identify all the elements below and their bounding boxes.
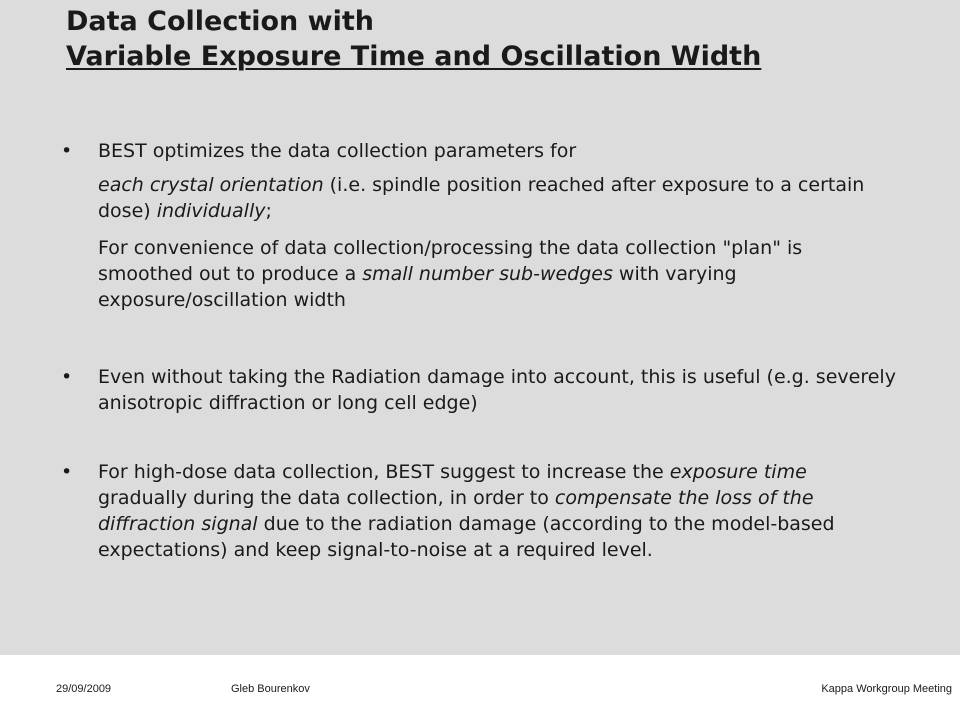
paragraph-2-text-a: (i.e. spindle position reached after exposure to a certain dose) xyxy=(98,174,865,222)
footer-author: Gleb Bourenkov xyxy=(231,683,310,695)
footer-event: Kappa Workgroup Meeting xyxy=(821,683,952,695)
paragraph-3-text-a: For convenience of data collection/processing the data collection "plan" is smoothed out to produce a xyxy=(98,237,803,285)
emphasis-exposure-time: exposure time xyxy=(669,461,807,483)
bullet-3-text-c: due to the radiation damage (according to the model-based expectations) and keep signal-to-noise at a required level. xyxy=(98,513,835,561)
emphasis-small-number-sub-wedges: small number sub-wedges xyxy=(362,263,613,285)
title-line-2: Variable Exposure Time and Oscillation Width xyxy=(66,41,762,72)
bullet-marker-1: • xyxy=(61,140,73,162)
bullet-marker-2: • xyxy=(61,366,73,388)
title-line-1: Data Collection with xyxy=(66,6,375,37)
footer-date: 29/09/2009 xyxy=(56,683,112,695)
emphasis-individually: individually xyxy=(156,200,266,222)
bullet-1-text: BEST optimizes the data collection parameters for xyxy=(98,140,577,162)
slide-title xyxy=(66,4,946,74)
bullet-1-paragraph-3 xyxy=(98,235,898,313)
bullet-2-text: Even without taking the Radiation damage into account, this is useful (e.g. severely anisotropic diffraction or long cell edge) xyxy=(98,366,896,414)
bullet-1-paragraph-2 xyxy=(98,172,898,224)
paragraph-3-text-b: with varying exposure/oscillation width xyxy=(98,263,737,311)
slide-footer xyxy=(0,655,960,720)
bullet-3-text-b: gradually during the data collection, in order to xyxy=(98,487,555,509)
bullet-3-text-a: For high-dose data collection, BEST suggest to increase the xyxy=(98,461,670,483)
emphasis-crystal-orientation: each crystal orientation xyxy=(98,174,324,196)
emphasis-compensate-signal-loss: compensate the loss of the diffraction signal xyxy=(98,487,814,535)
bullet-marker-3: • xyxy=(61,461,73,483)
bullet-3-text xyxy=(98,459,898,563)
paragraph-2-text-b: ; xyxy=(265,200,272,222)
